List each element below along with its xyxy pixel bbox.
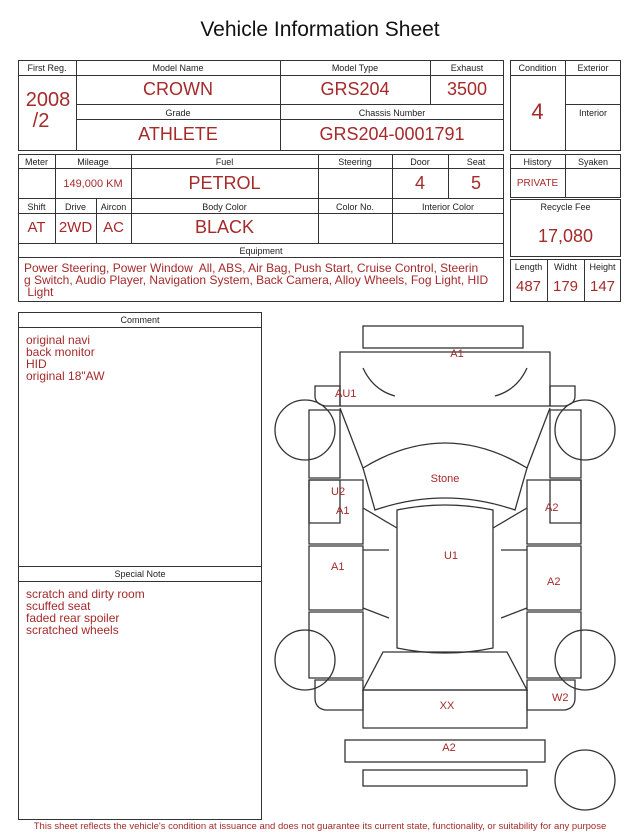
chassis-label: Chassis Number [358,108,426,118]
recycle-fee: 17,080 [537,226,594,246]
equipment-label: Equipment [239,246,283,256]
mark-trunk: XX [439,700,455,712]
grade: ATHLETE [138,124,218,144]
mark-left-rear-door: A1 [331,561,345,573]
car-damage-diagram [265,318,635,818]
fuel-label: Fuel [215,157,234,167]
aircon: AC [103,219,124,236]
equipment-line-1: Power Steering, Power Window All, ABS, Air Bag, Push Start, Cruise Control, Steerin [24,261,479,275]
first-reg-month: /2 [32,110,50,132]
comment-line: original navi [26,333,91,347]
mark-windshield: Stone [430,473,460,485]
length: 487 [515,278,542,295]
body-color-label: Body Color [202,202,247,212]
condition-grade: 4 [531,99,544,124]
equipment-line-2: g Switch, Audio Player, Navigation System, Back Camera, Alloy Wheels, Fog Light, HID [24,273,489,287]
width: 179 [552,278,579,295]
aircon-label: Aircon [100,202,127,212]
model-name: CROWN [143,79,213,99]
model-type: GRS204 [320,79,390,99]
mark-right-rear-corner: W2 [552,692,569,704]
length-label: Length [514,262,543,272]
mark-rear-bumper: A2 [442,742,456,754]
syaken-label: Syaken [577,157,609,167]
history-label: History [523,157,552,167]
width-label: Widht [553,262,577,272]
history: PRIVATE [516,178,559,189]
shift: AT [27,219,46,236]
interior-label: Interior [578,108,607,118]
comment-line: original 18"AW [26,369,105,383]
height: 147 [589,278,616,295]
exterior-label: Exterior [577,63,609,73]
door-label: Door [410,157,430,167]
first-reg-year: 2008 [25,89,71,111]
recycle-fee-label: Recycle Fee [540,202,591,212]
mark-left-front-fender: U2 [331,486,346,498]
fuel: PETROL [188,173,261,193]
special-note-line: scratch and dirty room [26,587,145,601]
interior-color-label: Interior Color [421,202,475,212]
mark-roof: U1 [443,550,459,562]
comment-label: Comment [120,315,160,325]
equipment-line-3: Light [24,285,54,299]
disclaimer-footer: This sheet reflects the vehicle's condition at issuance and does not guarantee its current state, functionality, or suitability for any purpose [33,821,607,832]
mark-hood-front: A1 [450,348,464,360]
comment-line: HID [26,357,47,371]
shift-label: Shift [27,202,46,212]
exhaust-label: Exhaust [450,63,484,73]
body-color: BLACK [194,217,255,237]
special-note-label: Special Note [114,569,166,579]
grade-label: Grade [165,108,191,118]
mark-right-front-door: A2 [545,502,559,514]
mark-front-left-corner: AU1 [335,388,357,400]
mark-right-rear-door: A2 [547,576,561,588]
drive-label: Drive [64,202,86,212]
first-reg-label: First Reg. [27,63,67,73]
chassis-number: GRS204-0001791 [319,124,465,144]
door-count: 4 [414,173,425,193]
model-type-label: Model Type [331,63,379,73]
comment-line: back monitor [26,345,95,359]
mark-left-front-door: A1 [336,505,350,517]
page-title: Vehicle Information Sheet [200,18,440,41]
meter-label: Meter [24,157,48,167]
condition-label: Condition [518,63,557,73]
steering-label: Steering [338,157,372,167]
drive: 2WD [58,219,93,236]
seat-label: Seat [466,157,486,167]
exhaust: 3500 [446,79,488,99]
special-note-line: scuffed seat [26,599,91,613]
mileage-label: Mileage [77,157,109,167]
mileage: 149,000 KM [63,178,123,190]
special-note-line: faded rear spoiler [26,611,120,625]
model-name-label: Model Name [152,63,204,73]
seat-count: 5 [470,173,481,193]
special-note-line: scratched wheels [26,623,119,637]
color-no-label: Color No. [335,202,374,212]
height-label: Height [589,262,616,272]
